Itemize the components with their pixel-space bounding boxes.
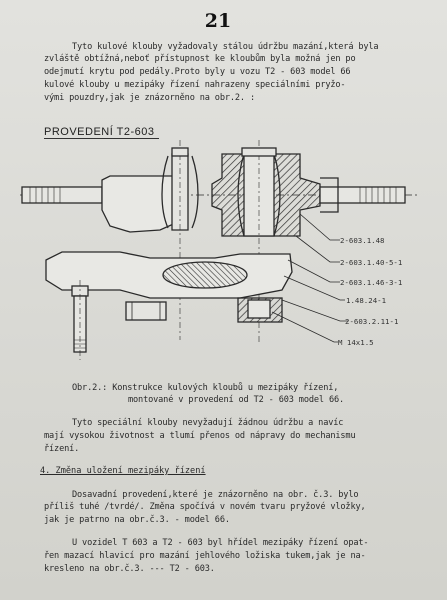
- intro-line-5: vými pouzdry,jak je znázorněno na obr.2. :: [44, 93, 256, 103]
- para2-line-3: řízení.: [44, 444, 80, 454]
- intro-line-4: kulové klouby u mezipáky řízení nahrazeny speciálními pryžo-: [44, 80, 346, 90]
- intro-line-1: Tyto kulové klouby vyžadovaly stálou údržbu mazání,která byla: [72, 42, 379, 52]
- callout-4: 1.48.24-1: [346, 296, 387, 305]
- caption-line-2: montované v provedení od T2 - 603 model 66.: [128, 395, 345, 405]
- para4-line-3: kresleno na obr.č.3. --- T2 - 603.: [44, 564, 215, 574]
- callout-6: M 14x1.5: [338, 338, 374, 347]
- callout-1: 2-603.1.48: [340, 236, 385, 245]
- steering-joint-drawing: [0, 140, 447, 365]
- para2-line-2: mají vysokou životnost a tlumí přenos od nápravy do mechanismu: [44, 431, 356, 441]
- section-title: 4. Změna uložení mezipáky řízení: [40, 466, 206, 476]
- intro-line-2: zvláště obtížná,neboť přístupnost ke kloubům byla možná jen po: [44, 54, 356, 64]
- para4-line-2: řen mazací hlavicí pro mazání jehlového ložiska tukem,jak je na-: [44, 551, 366, 561]
- para3-line-1: Dosavadní provedení,které je znázorněno na obr. č.3. bylo: [72, 490, 359, 500]
- callout-3: 2-603.1.46-3-1: [340, 278, 403, 287]
- callout-2: 2-603.1.40-5-1: [340, 258, 403, 267]
- page-number: 21: [204, 10, 232, 32]
- intro-line-3: odejmutí krytu pod pedály.Proto byly u vozu T2 - 603 model 66: [44, 67, 351, 77]
- callout-5: 2-603.2.11-1: [345, 317, 399, 326]
- para3-line-2: příliš tuhé /tvrdé/. Změna spočívá v novém tvaru pryžové vložky,: [44, 502, 366, 512]
- figure-heading: PROVEDENÍ T2-603: [44, 126, 159, 138]
- para2-line-1: Tyto speciální klouby nevyžadují žádnou údržbu a navíc: [72, 418, 344, 428]
- para3-line-3: jak je patrno na obr.č.3. - model 66.: [44, 515, 230, 525]
- caption-line-1: Obr.2.: Konstrukce kulových kloubů u mezipáky řízení,: [72, 383, 339, 393]
- para4-line-1: U vozidel T 603 a T2 - 603 byl hřídel mezipáky řízení opat-: [72, 538, 369, 548]
